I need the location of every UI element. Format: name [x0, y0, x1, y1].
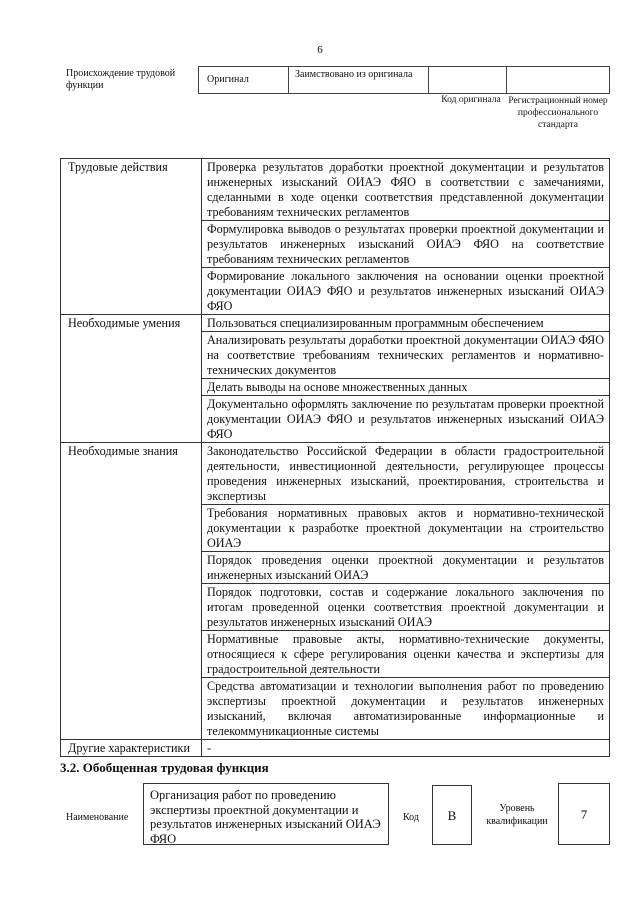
reg-number-caption: Регистрационный номер профессионального стандарта: [508, 96, 608, 130]
origin-borrowed-cell: Заимствовано из оригинала: [289, 67, 429, 93]
origin-label: Происхождение трудовой функции: [66, 68, 176, 91]
table-cell: Формулировка выводов о результатах проверки проектной документации и результатов инженерных изысканий ОИАЭ ФЯО на соответствие требованиям технических регламентов: [202, 221, 610, 268]
qualification-level-label: Уровень квалификации: [486, 803, 548, 827]
code-label: Код: [403, 812, 419, 823]
section-label: Другие характеристики: [61, 740, 202, 757]
table-cell: Формирование локального заключения на основании оценки проектной документации ОИАЭ ФЯО и результатов инженерных изысканий ОИАЭ ФЯО: [202, 268, 610, 315]
table-cell: Анализировать результаты доработки проектной документации ОИАЭ ФЯО на соответствие требованиям технических регламентов и нормативно-технических документов: [202, 332, 610, 379]
origin-original-cell: Оригинал: [199, 67, 289, 93]
name-value-box: Организация работ по проведению экспертизы проектной документации и результатов инженерных изысканий ОИАЭ ФЯО: [143, 783, 389, 845]
section-label: Необходимые умения: [61, 315, 202, 443]
table-cell: Пользоваться специализированным программным обеспечением: [202, 315, 610, 332]
table-cell: Законодательство Российской Федерации в области градостроительной деятельности, инвестиционной деятельности, регулирующее процессы проведения инженерных изысканий, проектирования, строительства и экспертизы: [202, 443, 610, 505]
labor-function-table: [60, 158, 610, 757]
table-row: [61, 159, 610, 221]
code-caption: Код оригинала: [441, 95, 501, 105]
table-cell: Делать выводы на основе множественных данных: [202, 379, 610, 396]
origin-code-cell: [429, 67, 507, 93]
origin-box: [198, 66, 610, 94]
section-title: 3.2. Обобщенная трудовая функция: [60, 760, 269, 775]
name-label: Наименование: [66, 812, 129, 823]
table-cell: Нормативные правовые акты, нормативно-технические документы, относящиеся к сфере регулирования оценки качества и экспертизы для градостроительной деятельности: [202, 631, 610, 678]
code-value-box: B: [432, 785, 472, 845]
section-label: Необходимые знания: [61, 443, 202, 740]
table-cell: Средства автоматизации и технологии выполнения работ по проведению экспертизы проектной документации и результатов инженерных изысканий, включая автоматизированные информационные и телекоммуникационные системы: [202, 678, 610, 740]
table-cell: Проверка результатов доработки проектной документации и результатов инженерных изысканий ОИАЭ ФЯО в соответствии с замечаниями, сделанными в ходе оценки соответствия представленной документации требованиям технических регламентов: [202, 159, 610, 221]
table-row: [61, 740, 610, 757]
table-cell: -: [202, 740, 610, 757]
table-cell: Порядок подготовки, состав и содержание локального заключения по итогам проведенной оценки соответствия проектной документации и результатов инженерных изысканий ОИАЭ: [202, 584, 610, 631]
section-label: Трудовые действия: [61, 159, 202, 315]
table-cell: Документально оформлять заключение по результатам проверки проектной документации ОИАЭ ФЯО и результатов инженерных изысканий ОИАЭ ФЯО: [202, 396, 610, 443]
origin-reg-number-cell: [507, 67, 609, 93]
table-row: [61, 443, 610, 505]
page-number: 6: [317, 44, 323, 56]
table-cell: Требования нормативных правовых актов и нормативно-технической документации к разработке проектной документации на строительство ОИАЭ: [202, 505, 610, 552]
table-row: [61, 315, 610, 332]
qualification-level-box: 7: [558, 783, 610, 845]
table-cell: Порядок проведения оценки проектной документации и результатов инженерных изысканий ОИАЭ: [202, 552, 610, 584]
